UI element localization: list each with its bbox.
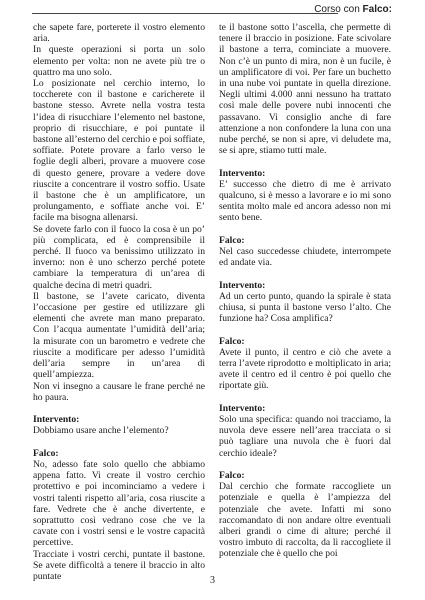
paragraph: Dal cerchio che formate raccogliete un potenziale e quella è l’ampiezza del potenziale che avete. Infatti mi sono raccomandato di non andare oltre eventuali alberi grandi o cime di alture; perché il vostro imbuto di raccolta, da lì raccogliete il potenziale che è quello che poi <box>219 481 391 560</box>
paragraph: Solo una specifica: quando noi tracciamo, la nuvola deve essere nell’area tracciata o si può tagliare una nuvola che è fuori dal cerchio ideale? <box>219 414 391 459</box>
paragraph: che sapete fare, porterete il vostro elemento aria. <box>33 22 205 45</box>
speaker-heading: Intervento: <box>219 167 266 179</box>
paragraph: Il bastone, se l’avete caricato, diventa l’occasione per gestire ed utilizzare gli elementi che avrete man mano preparato. Con l’acqua aumentate l’umidità dell’aria; la misurate con un barometro e vedrete che riuscite a modificare per adesso l’umidità dell’aria sempre in un’area di quell’ampiezza. <box>33 290 205 381</box>
paragraph-gap <box>219 268 391 279</box>
header-name: Falco: <box>362 4 392 15</box>
paragraph-gap <box>33 403 205 414</box>
paragraph: Nel caso succedesse chiudete, interrompete ed andate via. <box>219 246 391 269</box>
paragraph: Se dovete farlo con il fuoco la cosa è un po’ più complicata, ed è comprensibile il perché. Il fuoco va benissimo utilizzato in inverno: non è uno scherzo perché potete cambiare la temperatura di un’area di qualche decina di metri quadri. <box>33 223 205 291</box>
paragraph: No, adesso fate solo quello che abbiamo appena fatto. Vi create il vostro cerchio protettivo e poi incominciamo a vedere i vostri talenti rispetto all’aria, cosa riuscite a fare. Vedrete che è anche divertente, e soprattutto così vedrano cose che ve la cavate con i vostri sensi e le vostre capacità percettive. <box>33 458 205 549</box>
paragraph: Lo posizionate nel cerchio interno, lo toccherete con il bastone e caricherete il bastone stesso. Avrete nella vostra testa l’idea di risucchiare l’elemento nel bastone, proprio di risucchiare, e poi puntate il bastone all’esterno del cerchio e poi soffiate, soffiate. Potete provare a farlo verso le foglie degli alberi, provare a muovere cose di questo genere, provare a vedere dove riuscite a concentrare il vostro soffio. Usate il bastone che è un amplificatore, un prolungamento, e soffiate anche voi. E’ facile ma bisogna allenarsi. <box>33 78 205 224</box>
speaker-heading: Falco: <box>219 335 245 347</box>
speaker-heading: Intervento: <box>33 414 80 426</box>
paragraph: E’ successo che dietro di me è arrivato qualcuno, si è messo a lavorare e io mi sono sentita molto male ed ancora adesso non mi sento bene. <box>219 178 391 224</box>
page-number: 3 <box>210 575 215 586</box>
paragraph: In queste operazioni si porta un solo elemento per volta: non ne avete più tre o quattro ma uno solo. <box>33 44 205 78</box>
paragraph: te il bastone sotto l’ascella, che permette di tenere il braccio in posizione. Fate scivolare il bastone a terra, cominciate a muovere. Non c’è un punto di mira, non è un fucile, è un amplificatore di voi. Per fare un buchetto in una nube voi puntate in quella direzione. Negli ultimi 4.000 anni nessuno ha trattato così male delle povere nubi innocenti che passavano. Vi consiglio anche di fare attenzione a non confondere la luna con una nube perché, se non si apre, vi deludete ma, se si apre, stiamo tutti male. <box>219 22 391 157</box>
paragraph-gap <box>219 156 391 167</box>
paragraph: Dobbiamo usare anche l’elemento? <box>33 425 169 437</box>
speaker-heading: Intervento: <box>219 402 266 414</box>
running-header <box>314 4 392 15</box>
speaker-heading: Intervento: <box>219 279 266 291</box>
right-column <box>219 22 391 560</box>
paragraph-gap <box>219 224 391 235</box>
header-prefix: Corso con <box>314 4 360 15</box>
paragraph: Tracciate i vostri cerchi, puntate il bastone. Se avete difficoltà a tenere il braccio in alto puntate <box>33 548 205 582</box>
header-rule <box>32 13 338 14</box>
paragraph: Ad un certo punto, quando la spirale è stata chiusa, si punta il bastone verso l’alto. Che funzione ha? Cosa amplifica? <box>219 290 391 325</box>
paragraph-gap <box>219 324 391 335</box>
speaker-heading: Falco: <box>219 234 245 246</box>
paragraph: Non vi insegno a causare le frane perché ne ho paura. <box>33 380 205 403</box>
paragraph: Avete il punto, il centro e ciò che avete a terra l’avete riprodotto e moltiplicato in aria; avete il centro ed il centro è poi quello che riportate giù. <box>219 346 391 392</box>
paragraph-gap <box>33 437 205 448</box>
page-header <box>0 0 425 20</box>
paragraph-gap <box>219 392 391 403</box>
left-column <box>33 22 205 582</box>
speaker-heading: Falco: <box>219 470 245 482</box>
speaker-heading: Falco: <box>33 447 59 459</box>
paragraph-gap <box>219 459 391 470</box>
